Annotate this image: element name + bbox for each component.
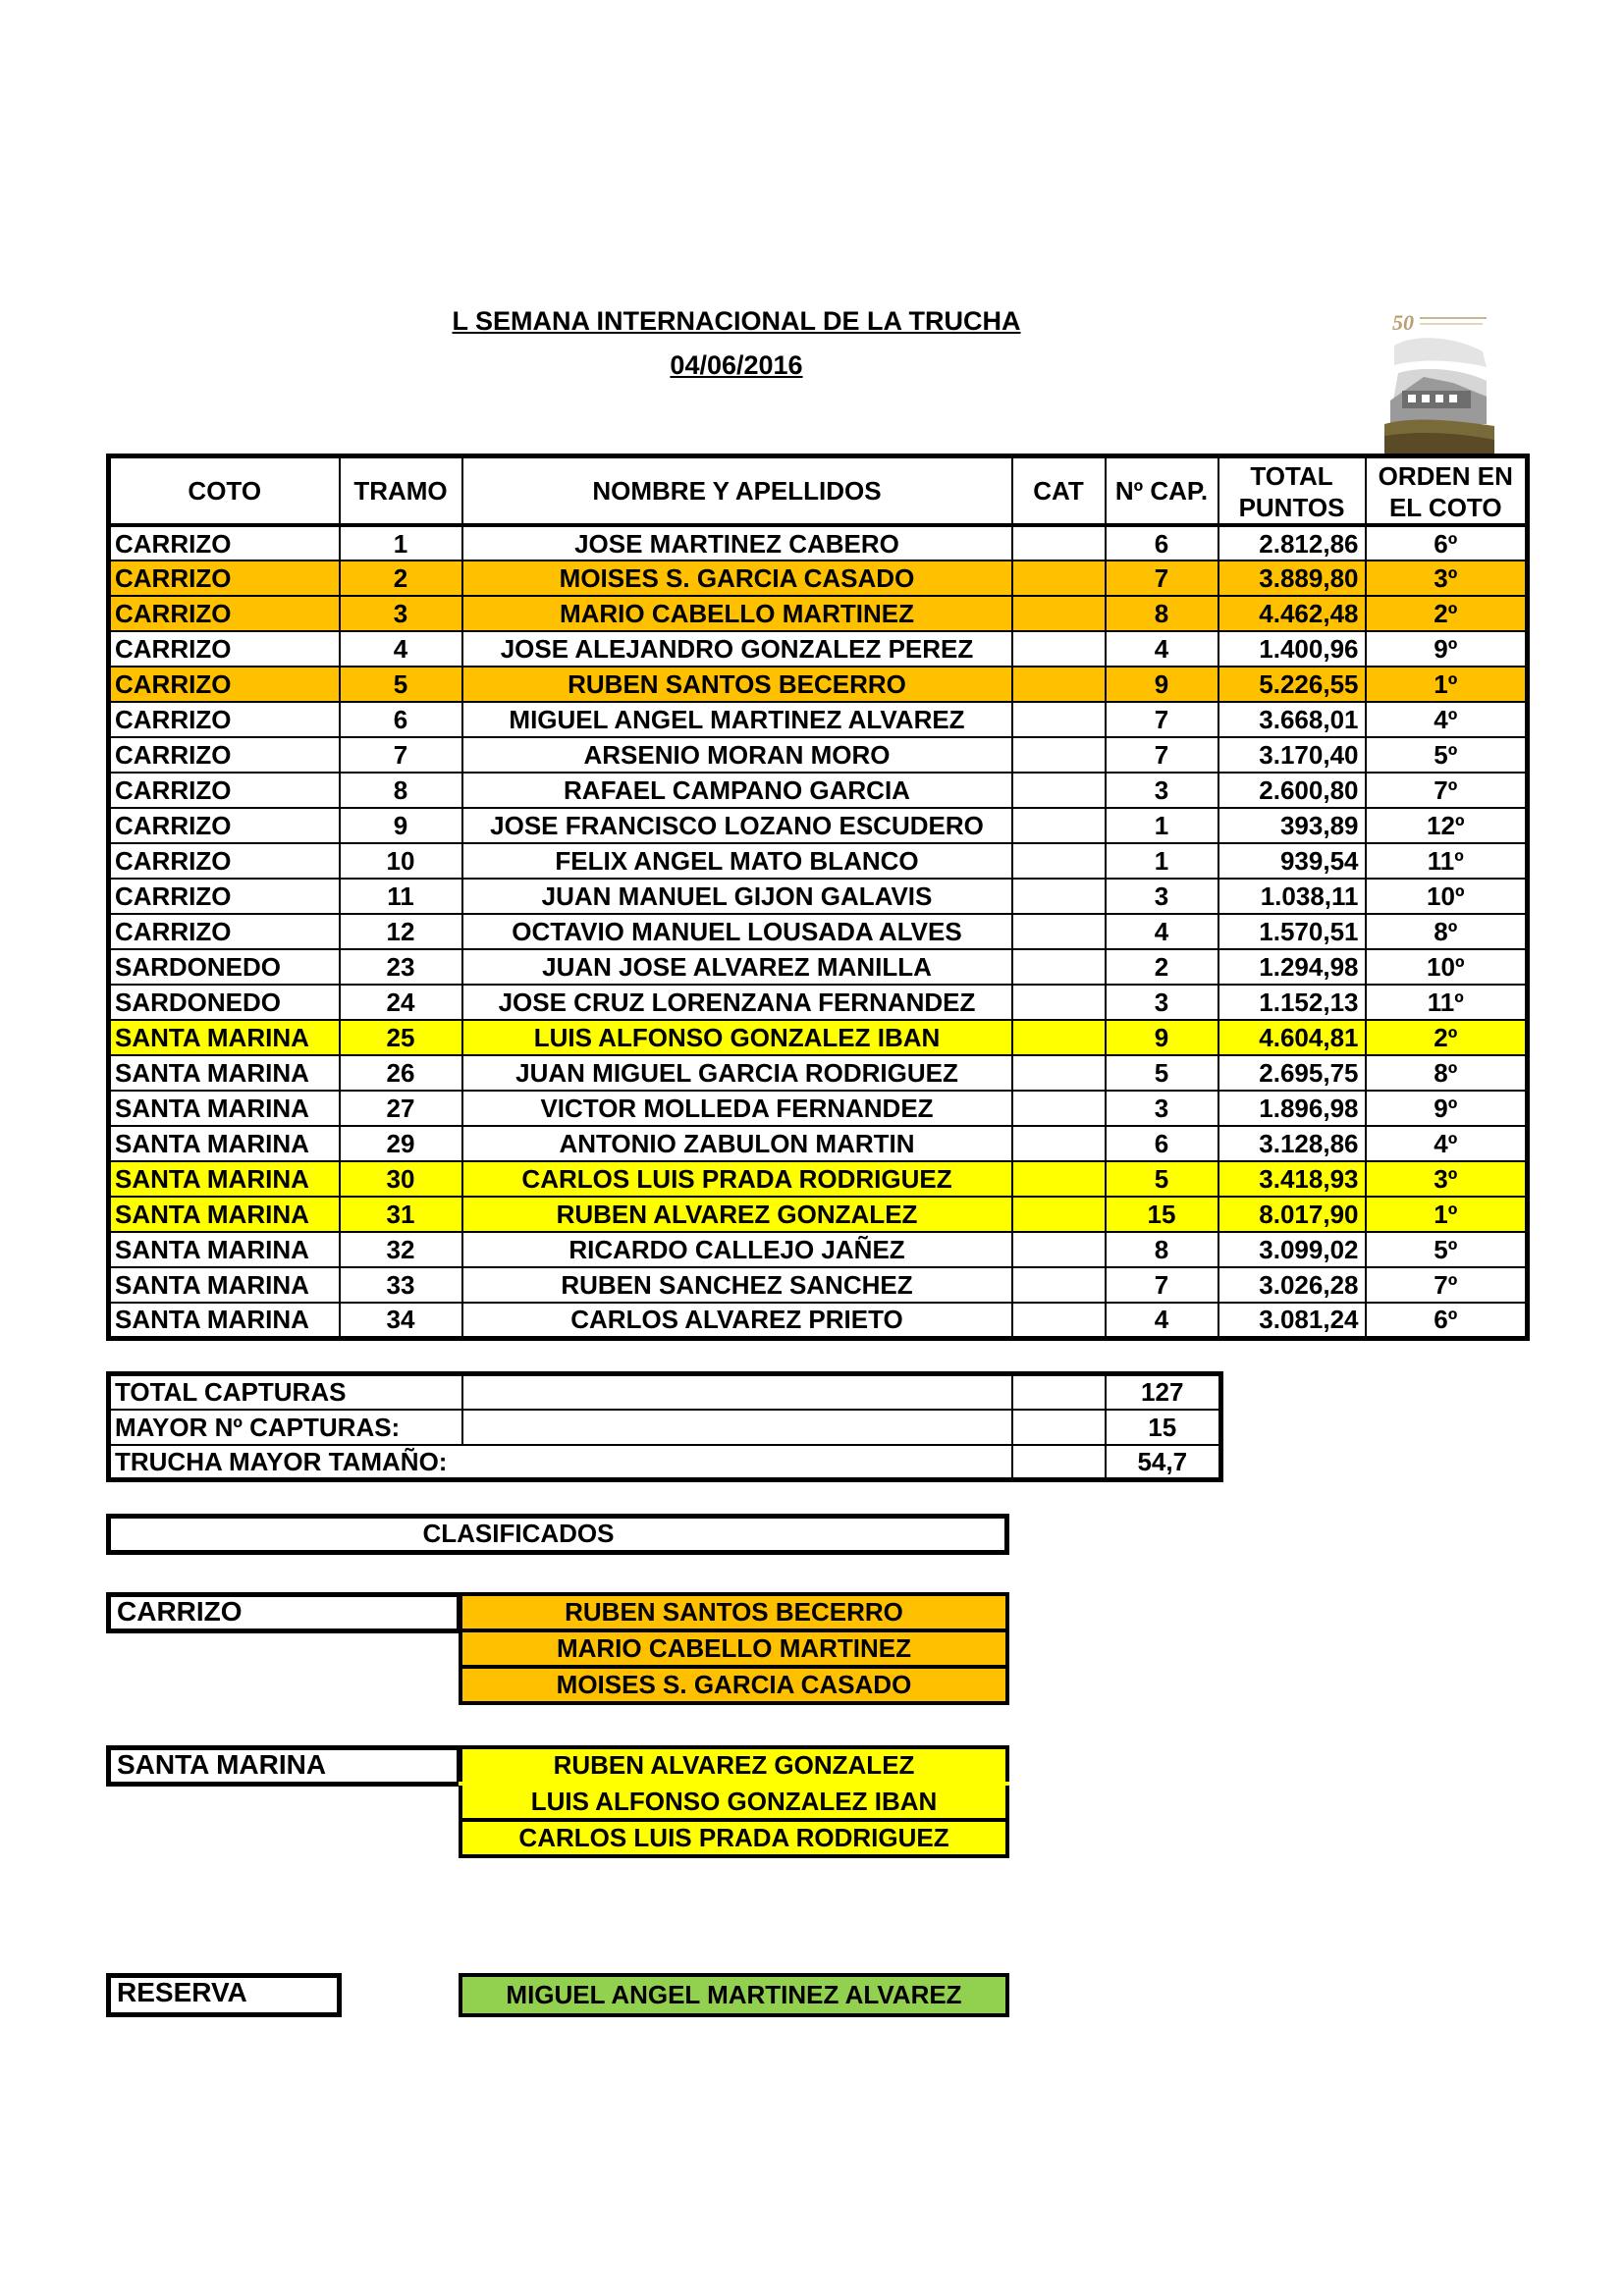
cell-tramo: 10 xyxy=(340,843,462,879)
table-row xyxy=(109,737,1528,773)
cell-tramo: 24 xyxy=(340,985,462,1020)
table-row xyxy=(109,1267,1528,1303)
cell-coto: CARRIZO xyxy=(109,561,340,596)
cell-puntos: 2.812,86 xyxy=(1218,525,1366,561)
totals-value: 127 xyxy=(1106,1374,1221,1410)
table-row xyxy=(109,773,1528,808)
cell-nombre: CARLOS LUIS PRADA RODRIGUEZ xyxy=(462,1161,1012,1197)
table-row xyxy=(109,808,1528,843)
carrizo-qualified-list xyxy=(459,1592,1009,1705)
cell-nombre: JOSE MARTINEZ CABERO xyxy=(462,525,1012,561)
table-row xyxy=(109,1161,1528,1197)
table-row xyxy=(109,949,1528,985)
cell-ncap: 3 xyxy=(1106,773,1218,808)
cell-tramo: 30 xyxy=(340,1161,462,1197)
cell-tramo: 31 xyxy=(340,1197,462,1232)
cell-coto: SANTA MARINA xyxy=(109,1091,340,1126)
results-table xyxy=(106,454,1530,1341)
cell-coto: CARRIZO xyxy=(109,773,340,808)
cell-tramo: 11 xyxy=(340,879,462,914)
cell-orden: 2º xyxy=(1366,1020,1528,1055)
cell-puntos: 3.889,80 xyxy=(1218,561,1366,596)
cell-orden: 3º xyxy=(1366,561,1528,596)
clasificados-label: CLASIFICADOS xyxy=(422,1519,615,1548)
cell-nombre: ANTONIO ZABULON MARTIN xyxy=(462,1126,1012,1161)
totals-cat-cell xyxy=(1012,1445,1106,1480)
cell-cat xyxy=(1012,631,1106,667)
table-row xyxy=(109,1055,1528,1091)
header-total-line2: PUNTOS xyxy=(1238,493,1345,522)
cell-nombre: JOSE FRANCISCO LOZANO ESCUDERO xyxy=(462,808,1012,843)
table-row xyxy=(109,1091,1528,1126)
cell-coto: SANTA MARINA xyxy=(109,1197,340,1232)
header-orden-line2: EL COTO xyxy=(1388,493,1502,522)
cell-nombre: LUIS ALFONSO GONZALEZ IBAN xyxy=(462,1020,1012,1055)
header-tramo: TRAMO xyxy=(340,456,462,526)
table-row xyxy=(109,525,1528,561)
cell-ncap: 4 xyxy=(1106,1303,1218,1338)
cell-orden: 6º xyxy=(1366,1303,1528,1338)
header-cat: CAT xyxy=(1012,456,1106,526)
header-total-line1: TOTAL xyxy=(1250,461,1333,491)
cell-ncap: 1 xyxy=(1106,843,1218,879)
cell-coto: CARRIZO xyxy=(109,631,340,667)
qualified-name: MARIO CABELLO MARTINEZ xyxy=(460,1630,1007,1667)
cell-ncap: 1 xyxy=(1106,808,1218,843)
cell-coto: SANTA MARINA xyxy=(109,1303,340,1338)
cell-puntos: 2.695,75 xyxy=(1218,1055,1366,1091)
qualified-name: MOISES S. GARCIA CASADO xyxy=(460,1667,1007,1703)
cell-ncap: 7 xyxy=(1106,702,1218,737)
totals-row xyxy=(109,1374,1221,1410)
cell-puntos: 393,89 xyxy=(1218,808,1366,843)
cell-nombre: CARLOS ALVAREZ PRIETO xyxy=(462,1303,1012,1338)
cell-coto: SANTA MARINA xyxy=(109,1055,340,1091)
cell-coto: SANTA MARINA xyxy=(109,1161,340,1197)
totals-table xyxy=(106,1371,1223,1482)
cell-orden: 7º xyxy=(1366,1267,1528,1303)
cell-puntos: 8.017,90 xyxy=(1218,1197,1366,1232)
cell-tramo: 8 xyxy=(340,773,462,808)
cell-coto: CARRIZO xyxy=(109,702,340,737)
totals-label: TOTAL CAPTURAS xyxy=(109,1374,462,1410)
cell-orden: 5º xyxy=(1366,1232,1528,1267)
cell-orden: 2º xyxy=(1366,596,1528,631)
qualified-name: CARLOS LUIS PRADA RODRIGUEZ xyxy=(460,1820,1007,1856)
cell-nombre: RUBEN ALVAREZ GONZALEZ xyxy=(462,1197,1012,1232)
list-item xyxy=(460,1784,1007,1820)
cell-nombre: JUAN MIGUEL GARCIA RODRIGUEZ xyxy=(462,1055,1012,1091)
totals-label: TRUCHA MAYOR TAMAÑO: xyxy=(109,1445,1012,1480)
anniversary-logo-icon xyxy=(1384,306,1494,454)
table-row xyxy=(109,702,1528,737)
cell-coto: CARRIZO xyxy=(109,843,340,879)
cell-cat xyxy=(1012,1303,1106,1338)
cell-orden: 1º xyxy=(1366,667,1528,702)
cell-nombre: MIGUEL ANGEL MARTINEZ ALVAREZ xyxy=(462,702,1012,737)
cell-tramo: 9 xyxy=(340,808,462,843)
cell-orden: 8º xyxy=(1366,914,1528,949)
header-nombre: NOMBRE Y APELLIDOS xyxy=(462,456,1012,526)
totals-label: MAYOR Nº CAPTURAS: xyxy=(109,1410,462,1445)
cell-cat xyxy=(1012,1091,1106,1126)
table-row xyxy=(109,1020,1528,1055)
qualified-name: RUBEN SANTOS BECERRO xyxy=(460,1594,1007,1630)
cell-ncap: 15 xyxy=(1106,1197,1218,1232)
cell-orden: 11º xyxy=(1366,985,1528,1020)
cell-puntos: 2.600,80 xyxy=(1218,773,1366,808)
cell-orden: 11º xyxy=(1366,843,1528,879)
header-ncap: Nº CAP. xyxy=(1106,456,1218,526)
cell-coto: CARRIZO xyxy=(109,525,340,561)
totals-row xyxy=(109,1410,1221,1445)
cell-ncap: 5 xyxy=(1106,1161,1218,1197)
cell-ncap: 7 xyxy=(1106,737,1218,773)
table-row xyxy=(109,596,1528,631)
cell-cat xyxy=(1012,596,1106,631)
cell-puntos: 1.896,98 xyxy=(1218,1091,1366,1126)
table-row xyxy=(109,985,1528,1020)
cell-nombre: JOSE ALEJANDRO GONZALEZ PEREZ xyxy=(462,631,1012,667)
cell-cat xyxy=(1012,949,1106,985)
list-item xyxy=(460,1630,1007,1667)
table-row xyxy=(109,631,1528,667)
cell-tramo: 4 xyxy=(340,631,462,667)
cell-nombre: FELIX ANGEL MATO BLANCO xyxy=(462,843,1012,879)
cell-orden: 9º xyxy=(1366,631,1528,667)
cell-tramo: 32 xyxy=(340,1232,462,1267)
cell-cat xyxy=(1012,985,1106,1020)
cell-cat xyxy=(1012,702,1106,737)
cell-coto: SARDONEDO xyxy=(109,949,340,985)
reserva-name: MIGUEL ANGEL MARTINEZ ALVAREZ xyxy=(459,1973,1009,2017)
header-orden-line1: ORDEN EN xyxy=(1378,461,1513,491)
totals-cat-cell xyxy=(1012,1410,1106,1445)
cell-tramo: 7 xyxy=(340,737,462,773)
cell-ncap: 3 xyxy=(1106,1091,1218,1126)
cell-cat xyxy=(1012,667,1106,702)
cell-orden: 1º xyxy=(1366,1197,1528,1232)
cell-tramo: 26 xyxy=(340,1055,462,1091)
cell-nombre: RUBEN SANCHEZ SANCHEZ xyxy=(462,1267,1012,1303)
cell-tramo: 34 xyxy=(340,1303,462,1338)
totals-value: 15 xyxy=(1106,1410,1221,1445)
cell-ncap: 8 xyxy=(1106,596,1218,631)
cell-orden: 8º xyxy=(1366,1055,1528,1091)
cell-tramo: 29 xyxy=(340,1126,462,1161)
cell-puntos: 3.170,40 xyxy=(1218,737,1366,773)
cell-orden: 4º xyxy=(1366,1126,1528,1161)
cell-tramo: 5 xyxy=(340,667,462,702)
carrizo-label-box xyxy=(106,1592,461,1633)
cell-nombre: RAFAEL CAMPANO GARCIA xyxy=(462,773,1012,808)
cell-orden: 10º xyxy=(1366,879,1528,914)
cell-cat xyxy=(1012,808,1106,843)
cell-puntos: 1.570,51 xyxy=(1218,914,1366,949)
qualified-name: RUBEN ALVAREZ GONZALEZ xyxy=(460,1747,1007,1784)
cell-cat xyxy=(1012,914,1106,949)
cell-puntos: 4.604,81 xyxy=(1218,1020,1366,1055)
header-total-puntos xyxy=(1218,456,1366,526)
logo-text: 50 xyxy=(1392,310,1414,335)
cell-tramo: 23 xyxy=(340,949,462,985)
table-row xyxy=(109,561,1528,596)
cell-puntos: 3.128,86 xyxy=(1218,1126,1366,1161)
santa-marina-qualified-list xyxy=(459,1745,1009,1858)
cell-tramo: 33 xyxy=(340,1267,462,1303)
totals-cat-cell xyxy=(1012,1374,1106,1410)
list-item xyxy=(460,1820,1007,1856)
santa-marina-label-box xyxy=(106,1745,461,1787)
cell-ncap: 6 xyxy=(1106,525,1218,561)
cell-orden: 12º xyxy=(1366,808,1528,843)
cell-puntos: 1.294,98 xyxy=(1218,949,1366,985)
cell-nombre: OCTAVIO MANUEL LOUSADA ALVES xyxy=(462,914,1012,949)
cell-orden: 6º xyxy=(1366,525,1528,561)
cell-ncap: 3 xyxy=(1106,879,1218,914)
clasificados-header xyxy=(106,1514,1009,1555)
list-item xyxy=(460,1747,1007,1784)
list-item xyxy=(460,1667,1007,1703)
cell-cat xyxy=(1012,843,1106,879)
qualified-name: LUIS ALFONSO GONZALEZ IBAN xyxy=(460,1784,1007,1820)
cell-coto: CARRIZO xyxy=(109,667,340,702)
cell-nombre: JUAN MANUEL GIJON GALAVIS xyxy=(462,879,1012,914)
cell-puntos: 3.026,28 xyxy=(1218,1267,1366,1303)
cell-nombre: MOISES S. GARCIA CASADO xyxy=(462,561,1012,596)
cell-ncap: 8 xyxy=(1106,1232,1218,1267)
table-row xyxy=(109,879,1528,914)
carrizo-label: CARRIZO xyxy=(117,1596,243,1627)
table-row xyxy=(109,843,1528,879)
cell-cat xyxy=(1012,1020,1106,1055)
cell-ncap: 5 xyxy=(1106,1055,1218,1091)
cell-ncap: 9 xyxy=(1106,667,1218,702)
cell-orden: 7º xyxy=(1366,773,1528,808)
cell-tramo: 25 xyxy=(340,1020,462,1055)
table-row xyxy=(109,1303,1528,1338)
cell-cat xyxy=(1012,1197,1106,1232)
cell-coto: CARRIZO xyxy=(109,879,340,914)
cell-ncap: 9 xyxy=(1106,1020,1218,1055)
cell-nombre: RICARDO CALLEJO JAÑEZ xyxy=(462,1232,1012,1267)
cell-puntos: 3.099,02 xyxy=(1218,1232,1366,1267)
table-row xyxy=(109,1197,1528,1232)
cell-coto: SANTA MARINA xyxy=(109,1232,340,1267)
cell-cat xyxy=(1012,879,1106,914)
page-date: 04/06/2016 xyxy=(670,350,803,380)
cell-puntos: 939,54 xyxy=(1218,843,1366,879)
cell-coto: CARRIZO xyxy=(109,914,340,949)
cell-cat xyxy=(1012,525,1106,561)
totals-value: 54,7 xyxy=(1106,1445,1221,1480)
cell-coto: SANTA MARINA xyxy=(109,1126,340,1161)
cell-tramo: 2 xyxy=(340,561,462,596)
cell-nombre: JOSE CRUZ LORENZANA FERNANDEZ xyxy=(462,985,1012,1020)
cell-coto: SANTA MARINA xyxy=(109,1267,340,1303)
cell-ncap: 4 xyxy=(1106,914,1218,949)
cell-coto: CARRIZO xyxy=(109,808,340,843)
cell-cat xyxy=(1012,1126,1106,1161)
cell-ncap: 7 xyxy=(1106,561,1218,596)
table-row xyxy=(109,667,1528,702)
cell-puntos: 3.081,24 xyxy=(1218,1303,1366,1338)
cell-ncap: 7 xyxy=(1106,1267,1218,1303)
reserva-label-box xyxy=(106,1973,342,2017)
cell-ncap: 6 xyxy=(1106,1126,1218,1161)
totals-empty-cell xyxy=(462,1374,1012,1410)
cell-cat xyxy=(1012,1055,1106,1091)
cell-nombre: JUAN JOSE ALVAREZ MANILLA xyxy=(462,949,1012,985)
table-row xyxy=(109,1126,1528,1161)
cell-coto: SARDONEDO xyxy=(109,985,340,1020)
table-row xyxy=(109,914,1528,949)
cell-cat xyxy=(1012,1267,1106,1303)
cell-puntos: 1.400,96 xyxy=(1218,631,1366,667)
list-item xyxy=(460,1594,1007,1630)
cell-orden: 4º xyxy=(1366,702,1528,737)
header-orden xyxy=(1366,456,1528,526)
totals-empty-cell xyxy=(462,1410,1012,1445)
cell-orden: 9º xyxy=(1366,1091,1528,1126)
cell-puntos: 4.462,48 xyxy=(1218,596,1366,631)
cell-orden: 3º xyxy=(1366,1161,1528,1197)
page-title: L SEMANA INTERNACIONAL DE LA TRUCHA xyxy=(452,306,1021,336)
cell-orden: 5º xyxy=(1366,737,1528,773)
cell-cat xyxy=(1012,561,1106,596)
cell-nombre: ARSENIO MORAN MORO xyxy=(462,737,1012,773)
cell-tramo: 3 xyxy=(340,596,462,631)
cell-tramo: 6 xyxy=(340,702,462,737)
cell-tramo: 1 xyxy=(340,525,462,561)
reserva-label: RESERVA xyxy=(117,1977,247,2007)
cell-puntos: 3.668,01 xyxy=(1218,702,1366,737)
cell-coto: CARRIZO xyxy=(109,737,340,773)
table-row xyxy=(109,1232,1528,1267)
cell-cat xyxy=(1012,1161,1106,1197)
cell-ncap: 2 xyxy=(1106,949,1218,985)
cell-puntos: 1.152,13 xyxy=(1218,985,1366,1020)
cell-cat xyxy=(1012,1232,1106,1267)
santa-marina-label: SANTA MARINA xyxy=(117,1749,327,1780)
cell-tramo: 27 xyxy=(340,1091,462,1126)
header-coto: COTO xyxy=(109,456,340,526)
cell-coto: CARRIZO xyxy=(109,596,340,631)
cell-tramo: 12 xyxy=(340,914,462,949)
cell-nombre: VICTOR MOLLEDA FERNANDEZ xyxy=(462,1091,1012,1126)
cell-orden: 10º xyxy=(1366,949,1528,985)
totals-row xyxy=(109,1445,1221,1480)
cell-coto: SANTA MARINA xyxy=(109,1020,340,1055)
cell-ncap: 3 xyxy=(1106,985,1218,1020)
cell-ncap: 4 xyxy=(1106,631,1218,667)
cell-puntos: 1.038,11 xyxy=(1218,879,1366,914)
cell-cat xyxy=(1012,737,1106,773)
cell-puntos: 3.418,93 xyxy=(1218,1161,1366,1197)
cell-puntos: 5.226,55 xyxy=(1218,667,1366,702)
cell-nombre: MARIO CABELLO MARTINEZ xyxy=(462,596,1012,631)
table-header-row xyxy=(109,456,1528,526)
cell-nombre: RUBEN SANTOS BECERRO xyxy=(462,667,1012,702)
cell-cat xyxy=(1012,773,1106,808)
